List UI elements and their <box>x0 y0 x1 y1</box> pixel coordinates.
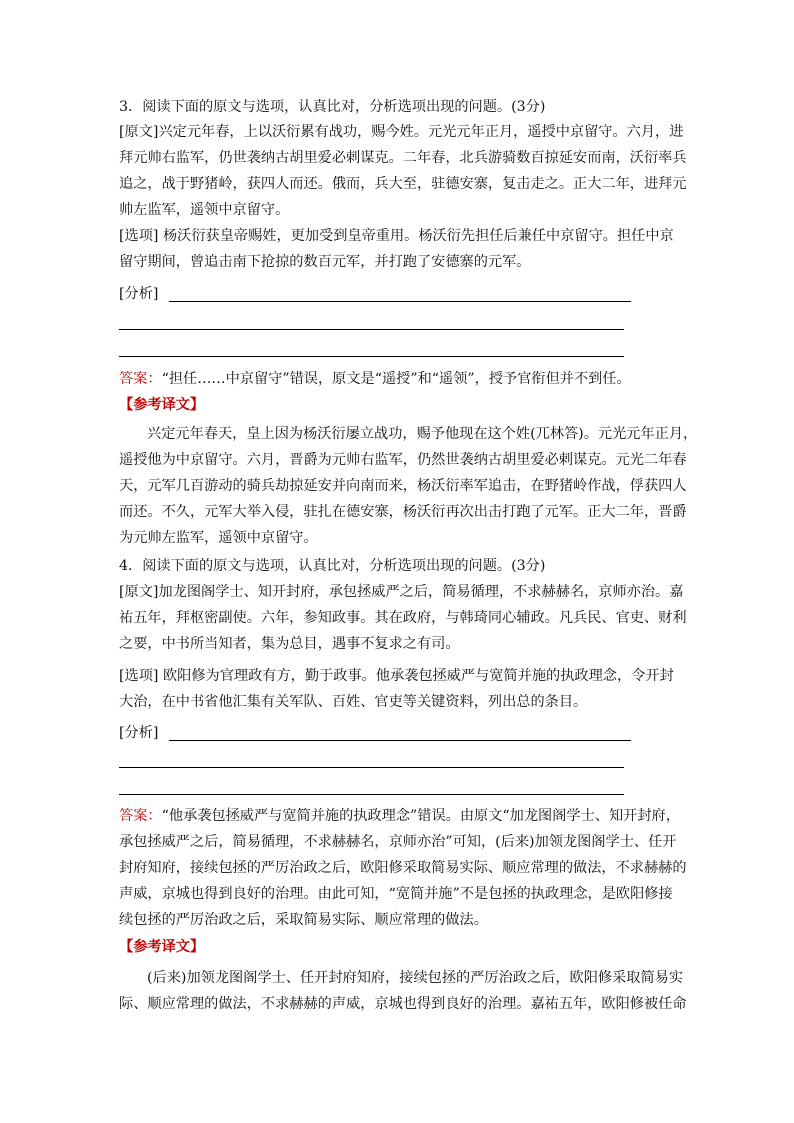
q3-source-line: [原文]兴定元年春，上以沃衍累有战功，赐今姓。元光元年正月，遥授中京留守。六月，进 <box>119 124 684 140</box>
q4-answer-line: 封府知府，接续包拯的严厉治政之后，欧阳修采取简易实际、顺应常理的做法，不求赫赫的 <box>119 860 687 876</box>
q3-source-line: 帅左监军，遥领中京留守。 <box>119 202 290 218</box>
q3-option-line: 留守期间，曾追击南下抢掠的数百元军，并打跑了安德寨的元军。 <box>119 254 531 270</box>
q3-answer-rule <box>119 329 624 330</box>
q3-analysis-label: [分析] <box>119 286 159 302</box>
q4-source-line: [原文]加龙图阁学士、知开封府，承包拯威严之后，简易循理，不求赫赫名，京师亦治。嘉 <box>119 584 684 600</box>
q4-source-line: 之要，中书所当知者，集为总目，遇事不复求之有司。 <box>119 636 460 652</box>
q3-source-line: 拜元帅右监军，仍世袭纳古胡里爱必剌谋克。二年春，北兵游骑数百掠延安而南，沃衍率兵 <box>119 150 687 166</box>
q3-question: 3．阅读下面的原文与选项，认真比对，分析选项出现的问题。(3分) <box>119 99 546 115</box>
q4-source-line: 祐五年，拜枢密副使。六年，参知政事。其在政府，与韩琦同心辅政。凡兵民、官吏、财利 <box>119 610 687 626</box>
q4-answer-rule <box>169 740 631 741</box>
answer-text: “他承袭包拯威严与宽简并施的执政理念”错误。由原文“加龙图阁学士、知开封府， <box>161 808 680 824</box>
q3-answer-rule <box>119 356 624 357</box>
q3-answer <box>119 369 659 389</box>
q4-question: 4．阅读下面的原文与选项，认真比对，分析选项出现的问题。(3分) <box>119 558 546 574</box>
q4-analysis-label: [分析] <box>119 725 159 741</box>
q4-ref-title: 【参考译文】 <box>119 939 205 955</box>
q3-ref-title: 【参考译文】 <box>119 397 205 413</box>
q4-option-line: 大治，在中书省他汇集有关军队、百姓、官吏等关键资料，列出总的条目。 <box>119 694 588 710</box>
q3-translation-line: 天，元军几百游动的骑兵劫掠延安并向南而来，杨沃衍率军追击，在野猪岭作战，俘获四人 <box>119 478 687 494</box>
q4-answer-rule <box>119 794 624 795</box>
q4-answer-line: 承包拯威严之后，简易循理，不求赫赫名，京师亦治”可知，(后来)加领龙图阁学士、任开 <box>119 834 677 850</box>
q3-option-line: [选项] 杨沃衍获皇帝赐姓，更加受到皇帝重用。杨沃衍先担任后兼任中京留守。担任中京 <box>119 228 674 244</box>
q3-translation-line: 而还。不久，元军大举入侵，驻扎在德安寨，杨沃衍再次出击打跑了元军。正大二年，晋爵 <box>119 504 687 520</box>
q3-translation-line: 为元帅左监军，遥领中京留守。 <box>119 530 318 546</box>
q4-answer-rule <box>119 767 624 768</box>
answer-label: 答案： <box>119 371 162 387</box>
q3-translation-line: 遥授他为中京留守。六月，晋爵为元帅右监军，仍然世袭纳古胡里爱必剌谋克。元光二年春 <box>119 452 687 468</box>
q3-source-line: 追之，战于野猪岭，获四人而还。俄而，兵大至，驻德安寨，复击走之。正大二年，进拜元 <box>119 176 687 192</box>
q4-answer-line: 声威，京城也得到良好的治理。由此可知，“宽简并施”不是包拯的执政理念，是欧阳修接 <box>119 886 673 902</box>
q3-translation-line: 兴定元年春天，皇上因为杨沃衍屡立战功，赐予他现在这个姓(兀林答)。元光元年正月， <box>147 426 698 442</box>
answer-text: “担任……中京留守”错误，原文是“遥授”和“遥领”，授予官衔但并不到任。 <box>161 371 631 387</box>
q3-answer-rule <box>169 301 631 302</box>
q4-option-line: [选项] 欧阳修为官理政有方，勤于政事。他承袭包拯威严与宽简并施的执政理念，令开封 <box>119 668 674 684</box>
q4-answer-line: 续包拯的严厉治政之后，采取简易实际、顺应常理的做法。 <box>119 912 488 928</box>
answer-label: 答案： <box>119 808 162 824</box>
q4-translation-line: (后来)加领龙图阁学士、任开封府知府，接续包拯的严厉治政之后，欧阳修采取简易实 <box>147 970 684 986</box>
q4-translation-line: 际、顺应常理的做法，不求赫赫的声威，京城也得到良好的治理。嘉祐五年，欧阳修被任命 <box>119 996 687 1012</box>
q4-answer <box>119 806 680 826</box>
